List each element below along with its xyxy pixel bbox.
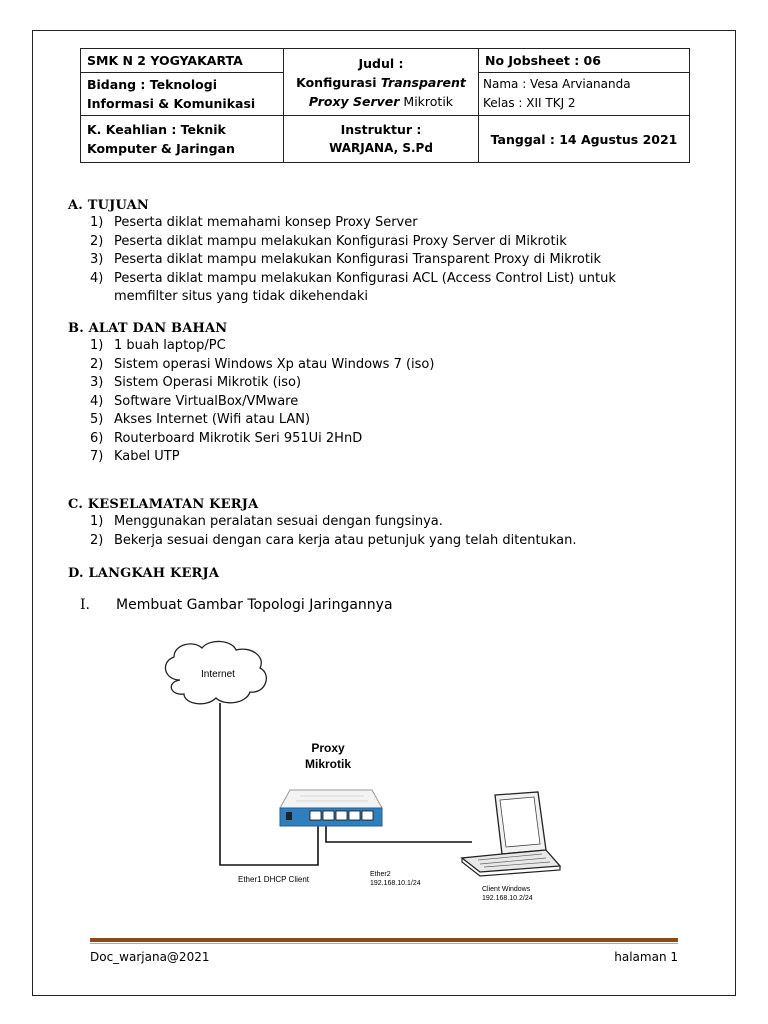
instruktur-cell xyxy=(284,116,479,163)
list-item xyxy=(90,214,650,233)
item-text: Peserta diklat memahami konsep Proxy Server xyxy=(114,215,418,230)
judul-label: Judul : xyxy=(358,55,404,71)
list-item xyxy=(90,251,650,270)
item-number: 6) xyxy=(90,430,104,446)
list-item xyxy=(90,532,670,551)
header-table xyxy=(80,48,690,163)
list-item xyxy=(90,513,670,532)
laptop-icon xyxy=(462,792,560,876)
list-item xyxy=(90,411,650,430)
section-alat-title: B. ALAT DAN BAHAN xyxy=(68,321,228,336)
router-label-2: Mikrotik xyxy=(304,757,352,771)
item-number: 1) xyxy=(90,338,104,353)
tanggal-text: Tanggal : 14 Agustus 2021 xyxy=(490,131,678,147)
item-number: 2) xyxy=(90,233,104,249)
instruktur-label: Instruktur : xyxy=(340,122,422,137)
client-label: Client Windows xyxy=(482,886,531,893)
footer-doc: Doc_warjana@2021 xyxy=(90,950,210,964)
item-text: Peserta diklat mampu melakukan Konfigurasi Transparent Proxy di Mikrotik xyxy=(114,252,602,267)
router-icon xyxy=(280,790,382,826)
judul-line1 xyxy=(290,73,472,92)
tanggal-cell xyxy=(479,116,690,163)
item-number: 3) xyxy=(90,252,104,267)
subsection-numeral: I. xyxy=(80,597,90,613)
footer-divider-thin xyxy=(90,943,678,944)
item-text: Kabel UTP xyxy=(114,449,180,464)
judul-text-a: Konfigurasi xyxy=(296,74,381,90)
school-cell xyxy=(81,49,284,73)
jobsheet-number: No Jobsheet : 06 xyxy=(485,53,601,68)
client-ip: 192.168.10.2/24 xyxy=(482,895,533,902)
bidang-line2: Informasi & Komunikasi xyxy=(87,96,256,111)
topology-diagram xyxy=(150,640,570,920)
item-number: 5) xyxy=(90,412,104,427)
item-number: 7) xyxy=(90,449,104,464)
item-text: Peserta diklat mampu melakukan Konfigurasi Proxy Server di Mikrotik xyxy=(114,233,567,249)
list-item xyxy=(90,374,650,393)
judul-text-b: Transparent xyxy=(380,74,466,90)
student-name: Nama : Vesa Arviananda xyxy=(483,77,631,91)
instruktur-name: WARJANA, S.Pd xyxy=(329,141,433,155)
item-text: 1 buah laptop/PC xyxy=(114,338,226,353)
item-text: Sistem operasi Windows Xp atau Windows 7 (iso) xyxy=(114,356,435,372)
keahlian-line2: Komputer & Jaringan xyxy=(87,141,235,156)
item-text: Routerboard Mikrotik Seri 951Ui 2HnD xyxy=(114,430,363,446)
ether2-label: Ether2 xyxy=(370,871,391,878)
item-number: 1) xyxy=(90,215,104,230)
subsection-title: Membuat Gambar Topologi Jaringannya xyxy=(116,597,393,613)
item-number: 1) xyxy=(90,514,104,529)
keahlian-line1: K. Keahlian : Teknik xyxy=(87,122,226,137)
judul-text-d: Mikrotik xyxy=(399,93,454,109)
bidang-cell xyxy=(81,73,284,116)
list-item xyxy=(90,448,650,467)
student-class: Kelas : XII TKJ 2 xyxy=(483,96,576,110)
judul-cell xyxy=(284,49,479,116)
keselamatan-list xyxy=(90,513,670,550)
cloud-label: Internet xyxy=(201,669,235,680)
judul-text-c: Proxy Server xyxy=(308,93,400,109)
bidang-line1: Bidang : Teknologi xyxy=(87,77,217,92)
footer-page: halaman 1 xyxy=(614,950,678,964)
footer-divider xyxy=(90,938,678,942)
jobsheet-cell xyxy=(479,49,690,73)
item-text: Menggunakan peralatan sesuai dengan fungsinya. xyxy=(114,514,443,529)
student-cell xyxy=(479,73,690,116)
list-item xyxy=(90,393,650,412)
item-text: Akses Internet (Wifi atau LAN) xyxy=(114,412,311,427)
cable-ether2 xyxy=(326,826,472,842)
item-number: 2) xyxy=(90,532,104,548)
list-item xyxy=(90,270,650,307)
ether2-ip: 192.168.10.1/24 xyxy=(370,880,421,887)
item-text: Peserta diklat mampu melakukan Konfigurasi ACL (Access Control List) untuk memfilter situs yang tidak dikehendaki xyxy=(114,270,616,304)
subsection-topologi xyxy=(80,597,393,613)
list-item xyxy=(90,337,650,356)
list-item xyxy=(90,430,650,449)
section-tujuan-title: A. TUJUAN xyxy=(68,198,150,213)
tujuan-list xyxy=(90,214,650,307)
section-langkah-title: D. LANGKAH KERJA xyxy=(68,566,220,581)
keahlian-cell xyxy=(81,116,284,163)
item-text: Bekerja sesuai dengan cara kerja atau petunjuk yang telah ditentukan. xyxy=(114,532,577,548)
list-item xyxy=(90,356,650,375)
router-label-1: Proxy xyxy=(311,741,345,755)
judul-line2 xyxy=(290,92,472,111)
school-name: SMK N 2 YOGYAKARTA xyxy=(87,53,243,68)
ether1-label: Ether1 DHCP Client xyxy=(238,875,309,884)
cable-ether1 xyxy=(220,703,318,865)
item-number: 2) xyxy=(90,356,104,372)
item-number: 4) xyxy=(90,270,104,286)
item-text: Software VirtualBox/VMware xyxy=(114,393,299,409)
list-item xyxy=(90,233,650,252)
item-text: Sistem Operasi Mikrotik (iso) xyxy=(114,375,302,390)
alat-list xyxy=(90,337,650,467)
item-number: 4) xyxy=(90,393,104,409)
section-keselamatan-title: C. KESELAMATAN KERJA xyxy=(68,497,259,512)
item-number: 3) xyxy=(90,375,104,390)
